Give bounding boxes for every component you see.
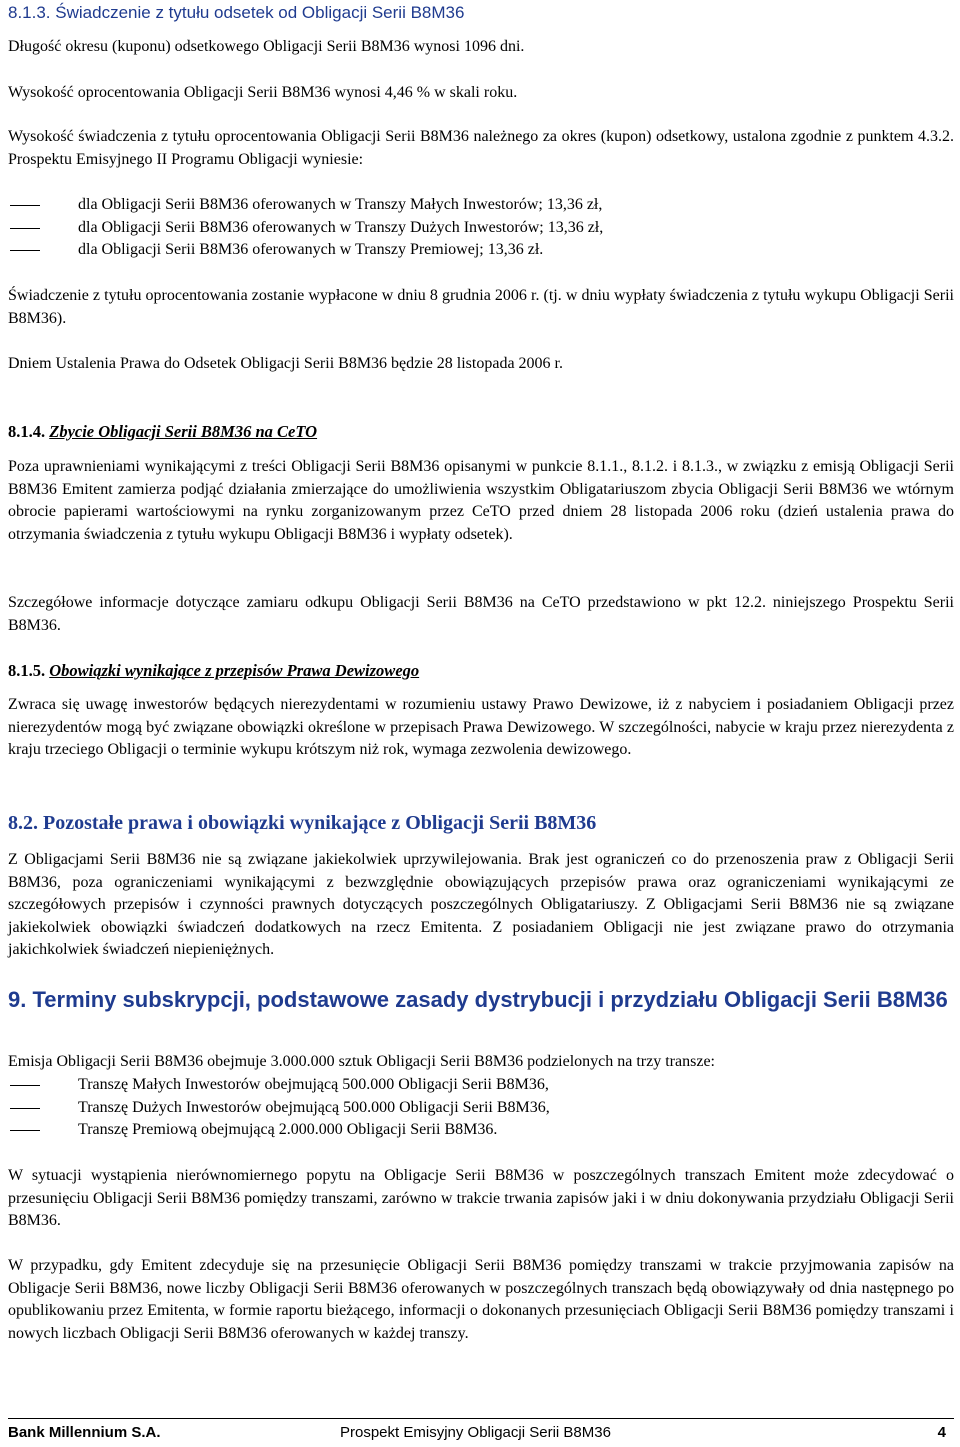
document-page <box>8 0 954 1447</box>
tranche-shift-paragraph: W przypadku, gdy Emitent zdecyduje się na przesunięcie Obligacji Serii B8M36 pomiędzy transzami w trakcie przyjmowania zapisów na Obligacje Serii B8M36, nowe liczby Obligacji Serii B8M36 oferowanych w poszczególnych transzach będą obowiązywały od dnia następnego po opublikowaniu przez Emitenta, w formie raportu bieżącego, informacji o dokonanych przesunięciach Obligacji Serii B8M36 pomiędzy transzami i nowych liczbach Obligacji Serii B8M36 oferowanych w każdej transzy. <box>8 1257 954 1342</box>
heading-8-1-4-title: Zbycie Obligacji Serii B8M36 na CeTO <box>49 422 318 441</box>
uneven-demand-paragraph: W sytuacji wystąpienia nierównomiernego popytu na Obligacje Serii B8M36 w poszczególnych transzach Emitent może zdecydować o przesunięciu Obligacji Serii B8M36 pomiędzy transzami, zarówno w trakcie trwania zapisów jaki i w dniu dokonywania przydziału Obligacji Serii B8M36. <box>8 1167 954 1230</box>
list-item: dla Obligacji Serii B8M36 oferowanych w Transzy Premiowej; 13,36 zł. <box>8 239 954 262</box>
list-item: dla Obligacji Serii B8M36 oferowanych w Transzy Małych Inwestorów; 13,36 zł, <box>8 194 954 217</box>
heading-8-1-3-number: 8.1.3. <box>8 3 51 22</box>
heading-8-1-3 <box>8 2 464 24</box>
list-item: Transzę Dużych Inwestorów obejmującą 500.000 Obligacji Serii B8M36, <box>8 1097 954 1120</box>
list-item: Transzę Premiową obejmującą 2.000.000 Obligacji Serii B8M36. <box>8 1119 954 1142</box>
heading-9: 9. Terminy subskrypcji, podstawowe zasady dystrybucji i przydziału Obligacji Serii B8M36 <box>8 987 948 1012</box>
footer-divider <box>8 1418 954 1419</box>
heading-8-1-5-title: Obowiązki wynikające z przepisów Prawa Dewizowego <box>49 661 420 680</box>
footer-document-title: Prospekt Emisyjny Obligacji Serii B8M36 <box>340 1424 611 1441</box>
heading-8-2: 8.2. Pozostałe prawa i obowiązki wynikające z Obligacji Serii B8M36 <box>8 812 597 834</box>
ceto-sale-paragraph: Poza uprawnieniami wynikającymi z treści Obligacji Serii B8M36 opisanymi w punkcie 8.1.1., 8.1.2. i 8.1.3., w związku z emisją Obligacji Serii B8M36 Emitent zamierza podjąć działania zmierzające do umożliwienia wszystkim Obligatariuszom zbycia Obligacji Serii B8M36 we wtórnym obrocie papierami wartościowymi na rynku zorganizowanym przez CeTO przed dniem 28 listopada 2006 roku (dzień ustalenia prawa do otrzymania świadczenia z tytułu wykupu Obligacji B8M36 i wypłaty odsetek). <box>8 458 954 543</box>
tranche-interest-list <box>8 194 954 262</box>
heading-8-1-4-number: 8.1.4. <box>8 422 46 441</box>
record-date-paragraph: Dniem Ustalenia Prawa do Odsetek Obligacji Serii B8M36 będzie 28 listopada 2006 r. <box>8 355 563 372</box>
heading-8-1-5-number: 8.1.5. <box>8 661 46 680</box>
issue-size-paragraph: Emisja Obligacji Serii B8M36 obejmuje 3.000.000 sztuk Obligacji Serii B8M36 podzielonych na trzy transze: <box>8 1053 715 1070</box>
heading-8-1-3-title: Świadczenie z tytułu odsetek od Obligacji Serii B8M36 <box>55 3 465 22</box>
footer-company: Bank Millennium S.A. <box>8 1424 161 1441</box>
foreign-exchange-paragraph: Zwraca się uwagę inwestorów będących nierezydentami w rozumieniu ustawy Prawo Dewizowe, iż z nabyciem i posiadaniem Obligacji przez nierezydentów mogą być związane obowiązki określone w przepisach Prawa Dewizowego. W szczególności, nabycie w kraju przez nierezydenta z kraju trzeciego Obligacji o terminie wykupu krótszym niż rok, wymaga zezwolenia dewizowego. <box>8 696 954 759</box>
other-rights-paragraph: Z Obligacjami Serii B8M36 nie są związane jakiekolwiek uprzywilejowania. Brak jest ograniczeń co do przenoszenia praw z Obligacji Serii B8M36, poza ograniczeniami wynikającymi z bezwzględnie obowiązujących przepisów prawa oraz ograniczeniami wynikającymi ze szczegółowych przepisów i czynności prawnych dotyczących poszczególnych Obligatariuszy. Z Obligacjami Serii B8M36 nie są związane jakiekolwiek obowiązki świadczeń dodatkowych na rzecz Emitenta. Z posiadaniem Obligacji nie jest związane prawo do otrzymania jakichkolwiek świadczeń niepieniężnych. <box>8 851 954 959</box>
interest-amount-paragraph: Wysokość świadczenia z tytułu oprocentowania Obligacji Serii B8M36 należnego za okres (kupon) odsetkowy, ustalona zgodnie z punktem 4.3.2. Prospektu Emisyjnego II Programu Obligacji wyniesie: <box>8 128 954 168</box>
list-item: Transzę Małych Inwestorów obejmującą 500.000 Obligacji Serii B8M36, <box>8 1074 954 1097</box>
coupon-length-paragraph: Długość okresu (kuponu) odsetkowego Obligacji Serii B8M36 wynosi 1096 dni. <box>8 38 525 55</box>
heading-8-1-5 <box>8 660 419 682</box>
footer-page-number: 4 <box>937 1424 946 1441</box>
tranche-size-list <box>8 1074 954 1142</box>
list-item: dla Obligacji Serii B8M36 oferowanych w Transzy Dużych Inwestorów; 13,36 zł, <box>8 217 954 240</box>
payment-date-paragraph: Świadczenie z tytułu oprocentowania zostanie wypłacone w dniu 8 grudnia 2006 r. (tj. w dniu wypłaty świadczenia z tytułu wykupu Obligacji Serii B8M36). <box>8 287 954 327</box>
ceto-details-paragraph: Szczegółowe informacje dotyczące zamiaru odkupu Obligacji Serii B8M36 na CeTO przedstawiono w pkt 12.2. niniejszego Prospektu Serii B8M36. <box>8 594 954 634</box>
heading-8-1-4 <box>8 421 317 443</box>
interest-rate-paragraph: Wysokość oprocentowania Obligacji Serii B8M36 wynosi 4,46 % w skali roku. <box>8 84 518 101</box>
